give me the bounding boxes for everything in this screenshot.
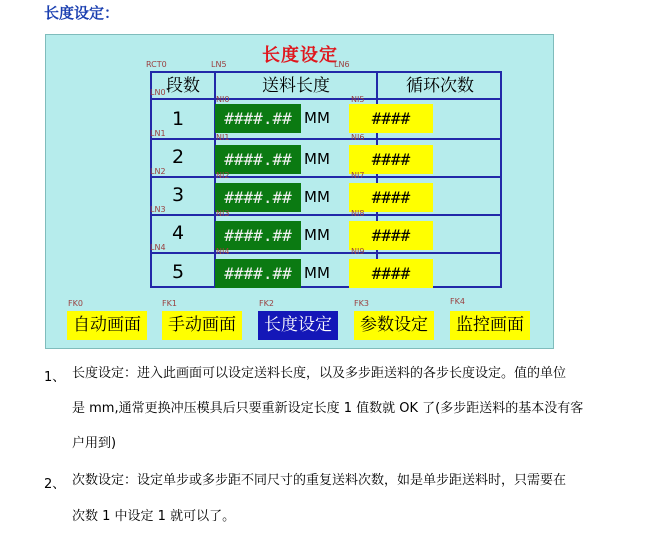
unit-label: MM (304, 226, 330, 244)
count-field-tag: NI7 (351, 171, 365, 180)
fk-auto-screen-button[interactable]: 自动画面 (67, 311, 147, 340)
header-segments: 段数 (166, 76, 200, 96)
count-field-tag: NI5 (351, 95, 365, 104)
fk-monitor-screen-button[interactable]: 监控画面 (450, 311, 530, 340)
grid-divider (152, 252, 500, 254)
count-input-1[interactable]: #### (349, 104, 433, 133)
item-1-line-1: 长度设定：进入此画面可以设定送料长度，以及多步距送料的各步长度设定。值的单位 (72, 366, 567, 381)
row-line-tag: LN0 (150, 88, 166, 97)
count-input-5[interactable]: #### (349, 259, 433, 288)
hmi-screen (45, 34, 554, 349)
grid-divider (152, 176, 500, 178)
length-input-4[interactable]: ####.## (215, 221, 301, 250)
unit-label: MM (304, 264, 330, 282)
segment-number: 1 (171, 108, 185, 130)
fk-tag: FK3 (354, 299, 369, 308)
rct-tag: RCT0 (146, 60, 167, 69)
length-input-3[interactable]: ####.## (215, 183, 301, 212)
grid-divider (152, 138, 500, 140)
count-field-tag: NI6 (351, 133, 365, 142)
grid-divider (152, 214, 500, 216)
fk-tag: FK0 (68, 299, 83, 308)
segment-number: 2 (171, 146, 185, 168)
item-1-line-2: 是 mm,通常更换冲压模具后只要重新设定长度 1 值数就 OK 了(多步距送料的基本没有客 (72, 401, 584, 416)
length-field-tag: NI1 (216, 133, 230, 142)
segment-number: 3 (171, 184, 185, 206)
row-line-tag: LN2 (150, 167, 166, 176)
ln5-tag: LN5 (211, 60, 227, 69)
fk-tag: FK2 (259, 299, 274, 308)
fk-tag: FK1 (162, 299, 177, 308)
unit-label: MM (304, 188, 330, 206)
item-2-line-2: 次数 1 中设定 1 就可以了。 (72, 509, 236, 524)
length-field-tag: NI3 (216, 209, 230, 218)
row-line-tag: LN4 (150, 243, 166, 252)
count-input-4[interactable]: #### (349, 221, 433, 250)
header-length: 送料长度 (262, 76, 330, 96)
item-number: 2、 (44, 477, 66, 492)
ln6-tag: LN6 (334, 60, 350, 69)
header-count: 循环次数 (406, 76, 474, 96)
length-input-5[interactable]: ####.## (215, 259, 301, 288)
screen-title: 长度设定 (262, 45, 338, 66)
fk-manual-screen-button[interactable]: 手动画面 (162, 311, 242, 340)
unit-label: MM (304, 150, 330, 168)
segment-number: 4 (171, 222, 185, 244)
fk-parameter-setting-button[interactable]: 参数设定 (354, 311, 434, 340)
count-field-tag: NI8 (351, 209, 365, 218)
unit-label: MM (304, 109, 330, 127)
row-line-tag: LN3 (150, 205, 166, 214)
fk-tag: FK4 (450, 297, 465, 306)
length-field-tag: NI4 (216, 247, 230, 256)
section-title: 长度设定： (44, 4, 120, 22)
fk-length-setting-button[interactable]: 长度设定 (258, 311, 338, 340)
length-field-tag: NI0 (216, 95, 230, 104)
length-field-tag: NI2 (216, 171, 230, 180)
length-input-2[interactable]: ####.## (215, 145, 301, 174)
count-input-3[interactable]: #### (349, 183, 433, 212)
item-1-line-3: 户用到) (72, 436, 117, 451)
count-input-2[interactable]: #### (349, 145, 433, 174)
row-line-tag: LN1 (150, 129, 166, 138)
segment-number: 5 (171, 261, 185, 283)
length-input-1[interactable]: ####.## (215, 104, 301, 133)
count-field-tag: NI9 (351, 247, 365, 256)
item-2-line-1: 次数设定：设定单步或多步距不同尺寸的重复送料次数，如是单步距送料时，只需要在 (72, 473, 567, 488)
item-number: 1、 (44, 370, 66, 385)
